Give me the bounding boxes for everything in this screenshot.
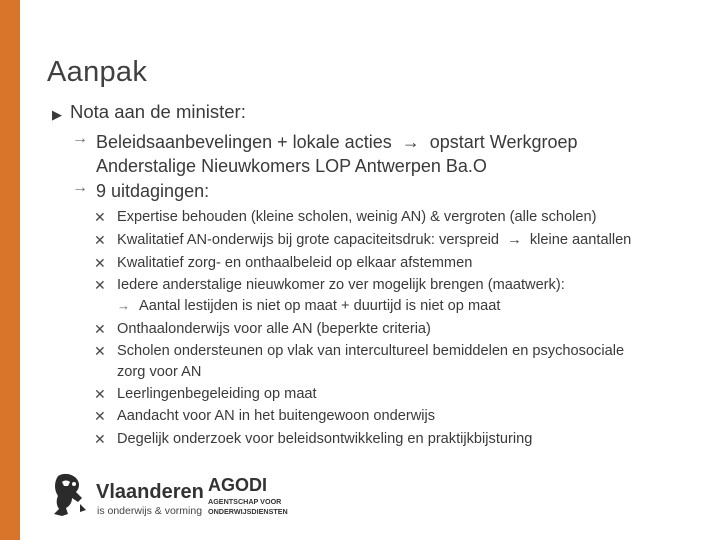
challenge-item: Aandacht voor AN in het buitengewoon onderwijs <box>117 408 436 424</box>
challenge-item: Iedere anderstalige nieuwkomer zo ver mogelijk brengen (maatwerk): <box>117 277 565 293</box>
sub-item-text: Beleidsaanbevelingen + lokale acties <box>96 132 392 152</box>
challenge-item: Expertise behouden (kleine scholen, weinig AN) & vergroten (alle scholen) <box>117 209 597 225</box>
challenge-subitem: Aantal lestijden is niet op maat + duurtijd is niet op maat <box>139 298 501 314</box>
bullet-nota: Nota aan de minister: <box>70 101 246 122</box>
x-mark-icon: ✕ <box>94 386 106 402</box>
vlaanderen-logo-text: Vlaanderen <box>96 481 204 503</box>
agodi-logo-text: AGODI <box>208 475 268 495</box>
x-mark-icon: ✕ <box>94 321 106 337</box>
challenge-item: Scholen ondersteunen op vlak van intercultureel bemiddelen en psychosociale <box>117 343 625 359</box>
challenge-text: kleine aantallen <box>529 232 632 248</box>
agodi-tagline <box>208 497 298 516</box>
x-mark-icon: ✕ <box>94 431 106 447</box>
challenge-item: Degelijk onderzoek voor beleidsontwikkeling en praktijkbijsturing <box>117 431 533 447</box>
arrow-right-icon: → <box>72 179 88 196</box>
challenge-item: Onthaalonderwijs voor alle AN (beperkte criteria) <box>117 321 431 337</box>
sub-item-beleidsaanbevelingen <box>96 132 578 153</box>
sub-item-text: opstart Werkgroep <box>429 132 578 152</box>
flemish-lion-icon <box>50 470 90 520</box>
challenge-text: Kwalitatief AN-onderwijs bij grote capaciteitsdruk: verspreid <box>117 232 500 248</box>
x-mark-icon: ✕ <box>94 232 106 248</box>
vlaanderen-tagline: is onderwijs & vorming <box>97 505 203 517</box>
challenge-item <box>117 232 631 248</box>
agodi-tagline-line: ONDERWIJSDIENSTEN <box>208 506 288 516</box>
sub-item-continuation: Anderstalige Nieuwkomers LOP Antwerpen Ba.O <box>96 156 487 176</box>
challenge-continuation: zorg voor AN <box>117 364 202 380</box>
arrow-right-icon: → <box>396 132 425 152</box>
triangle-right-icon: ▶ <box>52 107 62 122</box>
x-mark-icon: ✕ <box>94 408 106 424</box>
challenge-item: Kwalitatief zorg- en onthaalbeleid op elkaar afstemmen <box>117 255 473 271</box>
slide-title: Aanpak <box>47 56 148 88</box>
footer-logos <box>50 470 300 530</box>
agodi-tagline-line: AGENTSCHAP VOOR <box>208 497 282 506</box>
challenge-item: Leerlingenbegeleiding op maat <box>117 386 317 402</box>
arrow-right-icon: → <box>503 232 526 248</box>
x-mark-icon: ✕ <box>94 343 106 359</box>
x-mark-icon: ✕ <box>94 277 106 293</box>
sub-item-uitdagingen: 9 uitdagingen: <box>96 181 210 201</box>
x-mark-icon: ✕ <box>94 209 106 225</box>
arrow-right-icon: → <box>72 130 88 147</box>
x-mark-icon: ✕ <box>94 255 106 271</box>
arrow-right-icon: → <box>117 298 130 313</box>
